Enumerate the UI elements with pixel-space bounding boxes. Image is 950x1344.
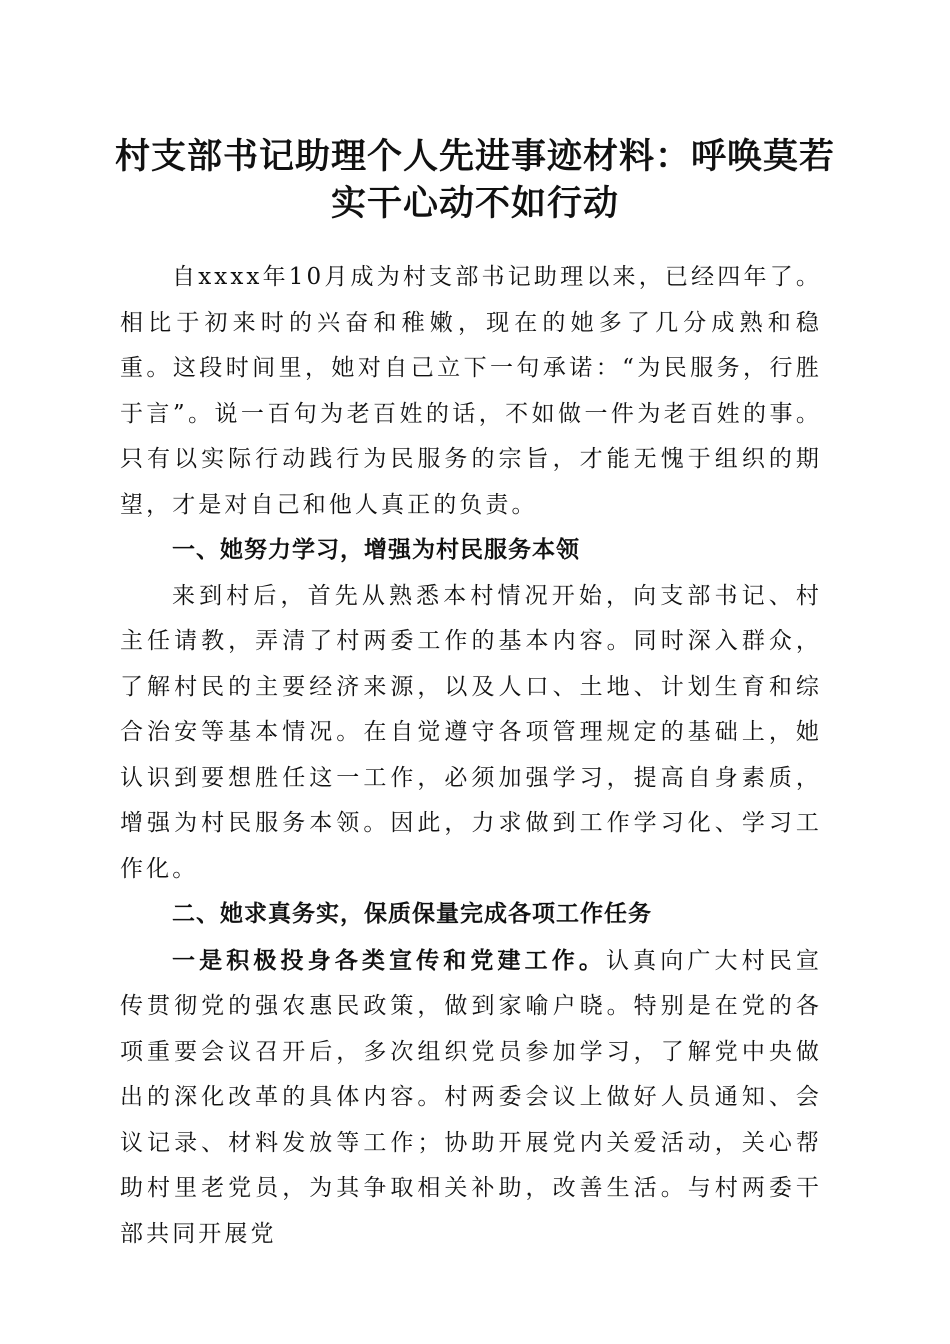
document-title: [100, 133, 850, 227]
title-line-2: 实干心动不如行动: [330, 183, 619, 224]
section-1-paragraph: 来到村后，首先从熟悉本村情况开始，向支部书记、村主任请教，弄清了村两委工作的基本内容。同时深入群众，了解村民的主要经济来源，以及人口、土地、计划生育和综合治安等基本情况。在自觉遵守各项管理规定的基础上，她认识到要想胜任这一工作，必须加强学习，提高自身素质，增强为村民服务本领。因此，力求做到工作学习化、学习工作化。: [120, 582, 822, 882]
section-2-paragraph: [120, 938, 822, 1258]
paragraph-text: 认真向广大村民宣传贯彻党的强农惠民政策，做到家喻户晓。特别是在党的各项重要会议召开后，多次组织党员参加学习，了解党中央做出的深化改革的具体内容。村两委会议上做好人员通知、会议记录、材料发放等工作；协助开展党内关爱活动，关心帮助村里老党员，为其争取相关补助，改善生活。与村两委干部共同开展党: [120, 947, 822, 1247]
intro-paragraph: 自xxxx年10月成为村支部书记助理以来，已经四年了。相比于初来时的兴奋和稚嫩，现在的她多了几分成熟和稳重。这段时间里，她对自己立下一句承诺：“为民服务，行胜于言”。说一百句为老百姓的话，不如做一件为老百姓的事。只有以实际行动践行为民服务的宗旨，才能无愧于组织的期望，才是对自己和他人真正的负责。: [120, 264, 822, 518]
section-heading-1: 一、她努力学习，增强为村民服务本领: [172, 537, 580, 563]
document-body: [120, 255, 822, 1257]
paragraph-lead-sentence: 一是积极投身各类宣传和党建工作。: [172, 946, 607, 974]
title-line-1: 村支部书记助理个人先进事迹材料：呼唤莫若: [114, 136, 835, 177]
section-heading-2: 二、她求真务实，保质保量完成各项工作任务: [172, 901, 652, 927]
